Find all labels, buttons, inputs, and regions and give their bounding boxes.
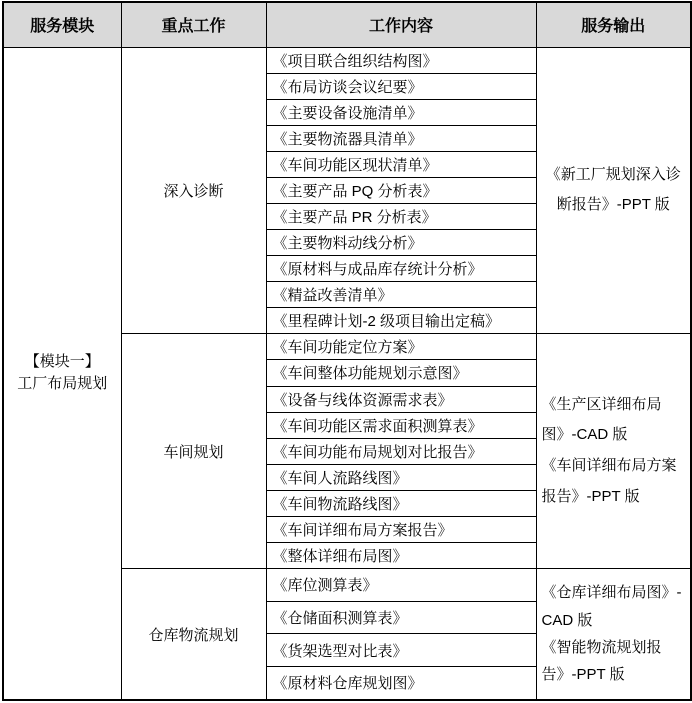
- output-cell-workshop-planning: [536, 334, 691, 569]
- work-item-cell: 《设备与线体资源需求表》: [266, 386, 536, 412]
- output-line: 《生产区详细布局图》-CAD 版: [541, 395, 662, 444]
- work-item-cell: 《车间人流路线图》: [266, 464, 536, 490]
- output-cell-deep-diagnosis: [536, 47, 691, 334]
- work-item-cell: 《车间功能定位方案》: [266, 334, 536, 360]
- work-item-cell: 《仓储面积测算表》: [266, 601, 536, 634]
- work-item-cell: 《车间整体功能规划示意图》: [266, 360, 536, 386]
- work-item-cell: 《车间功能布局规划对比报告》: [266, 438, 536, 464]
- output-line: 《车间详细布局方案报告》-PPT 版: [541, 457, 677, 505]
- module-cell: [3, 47, 121, 700]
- header-row: [3, 2, 691, 47]
- work-item-cell: 《主要产品 PQ 分析表》: [266, 177, 536, 203]
- header-key-work: 重点工作: [121, 2, 266, 47]
- work-item-cell: 《里程碑计划-2 级项目输出定稿》: [266, 308, 536, 334]
- key-work-cell-deep-diagnosis: 深入诊断: [121, 47, 266, 334]
- work-item-cell: 《车间功能区需求面积测算表》: [266, 412, 536, 438]
- work-item-cell: 《项目联合组织结构图》: [266, 47, 536, 73]
- work-item-cell: 《库位测算表》: [266, 569, 536, 602]
- work-item-cell: 《整体详细布局图》: [266, 542, 536, 568]
- work-item-cell: 《主要物料动线分析》: [266, 230, 536, 256]
- header-service-module: 服务模块: [3, 2, 121, 47]
- work-item-cell: 《原材料仓库规划图》: [266, 666, 536, 700]
- module-subtitle: 工厂布局规划: [17, 375, 108, 393]
- table-row: [3, 47, 691, 73]
- output-line: 《智能物流规划报告》-PPT 版: [541, 639, 662, 684]
- service-module-table: [2, 1, 692, 701]
- work-item-cell: 《车间功能区现状清单》: [266, 151, 536, 177]
- output-cell-warehouse-logistics: [536, 569, 691, 700]
- work-item-cell: 《货架选型对比表》: [266, 634, 536, 667]
- work-item-cell: 《主要设备设施清单》: [266, 99, 536, 125]
- work-item-cell: 《精益改善清单》: [266, 282, 536, 308]
- work-item-cell: 《布局访谈会议纪要》: [266, 73, 536, 99]
- module-title: 【模块一】: [24, 352, 100, 370]
- key-work-cell-workshop-planning: 车间规划: [121, 334, 266, 569]
- work-item-cell: 《原材料与成品库存统计分析》: [266, 256, 536, 282]
- output-line: 《新工厂规划深入诊断报告》-PPT 版: [545, 165, 681, 214]
- header-service-output: 服务输出: [536, 2, 691, 47]
- header-work-content: 工作内容: [266, 2, 536, 47]
- key-work-cell-warehouse-logistics: 仓库物流规划: [121, 569, 266, 700]
- work-item-cell: 《主要物流器具清单》: [266, 125, 536, 151]
- work-item-cell: 《主要产品 PR 分析表》: [266, 203, 536, 229]
- work-item-cell: 《车间物流路线图》: [266, 490, 536, 516]
- output-line: 《仓库详细布局图》-CAD 版: [541, 584, 682, 629]
- work-item-cell: 《车间详细布局方案报告》: [266, 516, 536, 542]
